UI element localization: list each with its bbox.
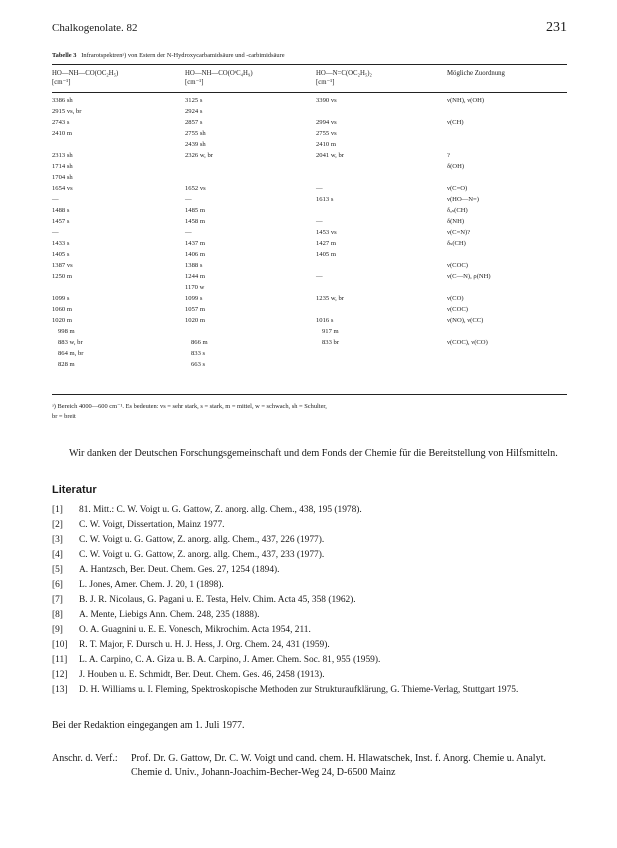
table-cell: — (52, 196, 59, 203)
column-header (52, 69, 118, 87)
table-cell: δₐₛ(CH) (447, 207, 468, 214)
table-footnote (52, 402, 567, 422)
table-cell: 917 m (322, 328, 339, 335)
table-cell: δ(OH) (447, 163, 465, 170)
table-cell: 1099 s (185, 295, 203, 302)
table-cell: — (185, 229, 192, 236)
table-cell: 1020 m (185, 317, 205, 324)
table-cell: 2743 s (52, 119, 70, 126)
column-header (447, 69, 505, 78)
table-cell: 828 m (58, 361, 75, 368)
literature-heading: Literatur (52, 484, 97, 496)
table-cell: 2924 s (185, 108, 203, 115)
table-cell: 1250 m (52, 273, 72, 280)
table-cell: 2410 m (52, 130, 72, 137)
column-header-unit: [cm⁻¹] (316, 79, 335, 86)
reference-number: [8] (52, 610, 63, 620)
table-cell: 1704 sh (52, 174, 73, 181)
address-label: Anschr. d. Verf.: (52, 753, 118, 764)
table-cell: 3125 s (185, 97, 203, 104)
reference-text: C. W. Voigt u. G. Gattow, Z. anorg. allg. Chem., 437, 226 (1977). (79, 535, 325, 545)
table-cell: ν(NO), ν(CC) (447, 317, 484, 324)
table-cell: 1405 s (52, 251, 70, 258)
table-caption-label: Tabelle 3 (52, 52, 77, 59)
table-cell: 1488 s (52, 207, 70, 214)
reference-text: O. A. Guagnini u. E. E. Vonesch, Mikrochim. Acta 1954, 211. (79, 625, 311, 635)
received-date: Bei der Redaktion eingegangen am 1. Juli 1977. (52, 720, 245, 731)
table-row (52, 328, 567, 336)
table-cell: 1654 vs (52, 185, 73, 192)
table-cell: — (52, 229, 59, 236)
reference-number: [1] (52, 505, 63, 515)
table-cell: 3390 vs (316, 97, 337, 104)
table-cell: ν(CO) (447, 295, 464, 302)
acknowledgement-paragraph: Wir danken der Deutschen Forschungsgemeinschaft und dem Fonds der Chemie für die Bereitstellung von Hilfsmitteln. (69, 448, 558, 459)
table-cell: δₛ(CH) (447, 240, 466, 247)
table-cell: — (185, 196, 192, 203)
table-cell: 2439 sh (185, 141, 206, 148)
table-cell: 2915 vs, br (52, 108, 82, 115)
table-row (52, 361, 567, 369)
table-cell: 1020 m (52, 317, 72, 324)
table-cell: 1099 s (52, 295, 70, 302)
table-cell: ν(CH) (447, 119, 464, 126)
table-cell: ν(COC), ν(CO) (447, 339, 488, 346)
reference-text: A. Mente, Liebigs Ann. Chem. 248, 235 (1888). (79, 610, 260, 620)
reference-text: A. Hantzsch, Ber. Deut. Chem. Ges. 27, 1254 (1894). (79, 565, 280, 575)
table-cell: 864 m, br (58, 350, 84, 357)
table-top-rule (52, 64, 567, 65)
reference-number: [9] (52, 625, 63, 635)
table-row (52, 185, 567, 193)
footnote-line: ᵃ) Bereich 4000—600 cm⁻¹. Es bedeuten: vs = sehr stark, s = stark, m = mittel, w = schwach, sh = Schulter, (52, 403, 327, 410)
reference-number: [2] (52, 520, 63, 530)
table-cell: 1485 m (185, 207, 205, 214)
table-cell: — (316, 218, 323, 225)
table-cell: ν(C—N), ρ(NH) (447, 273, 491, 280)
table-cell: 1714 sh (52, 163, 73, 170)
table-cell: 663 s (191, 361, 206, 368)
table-cell: 1388 s (185, 262, 203, 269)
table-cell: 1235 w, br (316, 295, 344, 302)
table-cell: 2755 sh (185, 130, 206, 137)
column-header-title: HO—NH—CO(OᵗC₄H₉) (185, 70, 253, 77)
table-cell: 1453 vs (316, 229, 337, 236)
reference-text: C. W. Voigt, Dissertation, Mainz 1977. (79, 520, 225, 530)
table-cell: 3386 sh (52, 97, 73, 104)
reference-text: L. Jones, Amer. Chem. J. 20, 1 (1898). (79, 580, 224, 590)
footnote-line: br = breit (52, 413, 76, 420)
table-cell: ν(C=O) (447, 185, 468, 192)
table-row (52, 174, 567, 182)
table-cell: 2313 sh (52, 152, 73, 159)
table-cell: 1652 vs (185, 185, 206, 192)
table-header-rule (52, 92, 567, 93)
table-cell: — (316, 185, 323, 192)
table-cell: ν(COC) (447, 306, 468, 313)
table-cell: 1405 m (316, 251, 336, 258)
address-text: Prof. Dr. G. Gattow, Dr. C. W. Voigt und cand. chem. H. Hlawatschek, Inst. f. Anorg. Chemie u. Analyt. Chemie d. Univ., Johann-Joachim-Becher-Weg 24, D-6500 Mainz (131, 753, 546, 778)
running-title: Chalkogenolate. 82 (52, 22, 138, 34)
reference-number: [3] (52, 535, 63, 545)
table-row (52, 317, 567, 325)
table-row (52, 196, 567, 204)
table-row (52, 350, 567, 358)
table-cell: 2326 w, br (185, 152, 213, 159)
table-cell: 998 m (58, 328, 75, 335)
column-header-unit: [cm⁻¹] (52, 79, 71, 86)
column-header (316, 69, 372, 87)
table-cell: ν(C=N)? (447, 229, 471, 236)
table-row (52, 284, 567, 292)
table-caption (52, 52, 567, 59)
page-number: 231 (546, 20, 567, 35)
table-cell: 2994 vs (316, 119, 337, 126)
table-cell: 833 br (322, 339, 340, 346)
reference-number: [5] (52, 565, 63, 575)
reference-number: [10] (52, 640, 68, 650)
table-cell: 1387 vs (52, 262, 73, 269)
table-cell: 1437 m (185, 240, 205, 247)
table-cell: ν(HO—N=) (447, 196, 479, 203)
table-row (52, 273, 567, 281)
table-cell: 833 s (191, 350, 206, 357)
reference-number: [12] (52, 670, 68, 680)
table-row (52, 207, 567, 215)
table-row (52, 295, 567, 303)
running-head (52, 22, 567, 38)
reference-number: [6] (52, 580, 63, 590)
table-cell: 1057 m (185, 306, 205, 313)
reference-text: D. H. Williams u. I. Fleming, Spektroskopische Methoden zur Strukturaufklärung, G. Thieme-Verlag, Stuttgart 1975. (79, 685, 519, 695)
reference-text: J. Houben u. E. Schmidt, Ber. Deut. Chem. Ges. 46, 2458 (1913). (79, 670, 325, 680)
reference-text: B. J. R. Nicolaus, G. Pagani u. E. Testa, Helv. Chim. Acta 45, 358 (1962). (79, 595, 356, 605)
table-cell: 2410 m (316, 141, 336, 148)
column-header-unit: [cm⁻¹] (185, 79, 204, 86)
table-cell: 2041 w, br (316, 152, 344, 159)
column-header-title: HO—N=C(OC₂H₅)₂ (316, 70, 372, 77)
reference-number: [7] (52, 595, 63, 605)
table-cell: 1433 s (52, 240, 70, 247)
table-row (52, 339, 567, 347)
table-row (52, 108, 567, 116)
table-cell: 1170 w (185, 284, 205, 291)
reference-number: [11] (52, 655, 68, 665)
table-cell: δ(NH) (447, 218, 465, 225)
table-row (52, 240, 567, 248)
table-cell: 1016 s (316, 317, 334, 324)
table-row (52, 141, 567, 149)
table-row (52, 251, 567, 259)
table-cell: 2857 s (185, 119, 203, 126)
reference-text: C. W. Voigt u. G. Gattow, Z. anorg. allg. Chem., 437, 233 (1977). (79, 550, 325, 560)
table-cell: — (316, 273, 323, 280)
column-header-title: HO—NH—CO(OC₂H₅) (52, 70, 119, 77)
table-row (52, 130, 567, 138)
reference-text: L. A. Carpino, C. A. Giza u. B. A. Carpino, J. Amer. Chem. Soc. 81, 955 (1959). (79, 655, 381, 665)
table-cell: 1244 m (185, 273, 205, 280)
table-cell: 1427 m (316, 240, 336, 247)
table-caption-text: Infrarotspektrenᵃ) von Estern der N-Hydroxycarbamidsäure und -carbimidsäure (81, 52, 285, 59)
table-row (52, 119, 567, 127)
table-row (52, 218, 567, 226)
table-cell: 1613 s (316, 196, 334, 203)
table-cell: 1406 m (185, 251, 205, 258)
reference-number: [13] (52, 685, 68, 695)
table-cell: 1060 m (52, 306, 72, 313)
table-row (52, 97, 567, 105)
table-bottom-rule (52, 394, 567, 395)
table-cell: ν(NH), ν(OH) (447, 97, 485, 104)
table-row (52, 229, 567, 237)
table-row (52, 262, 567, 270)
table-cell: 2755 vs (316, 130, 337, 137)
reference-number: [4] (52, 550, 63, 560)
reference-text: R. T. Major, F. Dursch u. H. J. Hess, J. Org. Chem. 24, 431 (1959). (79, 640, 330, 650)
table-cell: ? (447, 152, 450, 159)
table-cell: 1458 m (185, 218, 205, 225)
table-row (52, 152, 567, 160)
table-cell: ν(COC) (447, 262, 468, 269)
table-cell: 866 m (191, 339, 208, 346)
table-cell: 1457 s (52, 218, 70, 225)
table-row (52, 163, 567, 171)
table-cell: 883 w, br (58, 339, 83, 346)
table-row (52, 306, 567, 314)
column-header-title: Mögliche Zuordnung (447, 70, 505, 77)
reference-text: 81. Mitt.: C. W. Voigt u. G. Gattow, Z. anorg. allg. Chem., 438, 195 (1978). (79, 505, 362, 515)
column-header (185, 69, 253, 87)
